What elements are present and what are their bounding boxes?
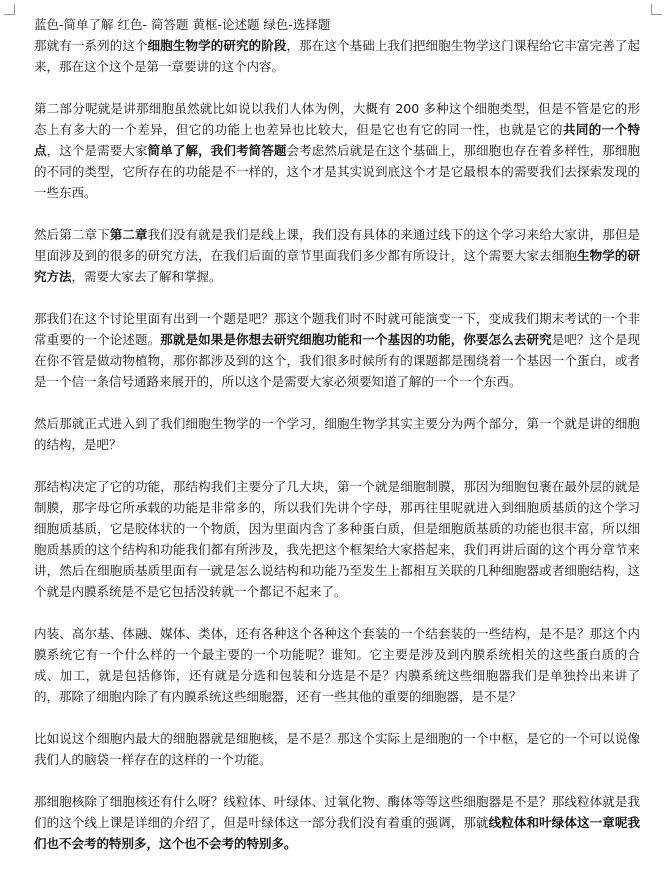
text-run: 是吧？这个是现在你不管是做动物植物，那你都涉及到的这个，我们很多时候所有的课题都是围绕着一个基因一个蛋白，或者是一个信一条信号通路来展开的，所以这个是需要大家必须要知道了解的一个一个东西。	[34, 332, 640, 389]
text-run: 那我们在这个讨论里面有出到一个题是吧？那这个题我们时不时就可能演变一下，变成我们期末考试的一个非常重要的一个论述题。	[34, 311, 640, 347]
bold-text-run: 第二章	[109, 227, 148, 242]
text-run: 内装、高尔基、体融、媒体、类体，还有各种这个各种这个套装的一个结套装的一些结构，是不是？那这个内膜系统它有一个什么样的一个最主要的一个功能呢？谁知。它主要是涉及到内膜系统相关的这些蛋白质的合成、加工，就是包括修饰，还有就是分选和包装和分选是不是？内膜系统这些细胞器我们是单独拎出来讲了的，那除了细胞内除了有内膜系统这些细胞器，还有一些其他的重要的细胞器，是不是？	[34, 626, 640, 704]
text-run: 比如说这个细胞内最大的细胞器就是细胞核，是不是？那这个实际上是细胞的一个中枢，是它的一个可以说像我们人的脑袋一样存在的这样的一个功能。	[34, 731, 640, 767]
text-run: 那细胞核除了细胞核还有什么呀？线粒体、叶绿体、过氧化物、酶体等等这些细胞器是不是？那线粒体就是我们的这个线上课是详细的介绍了，但是叶绿体这一部分我们没有着重的强调，那就	[34, 794, 640, 830]
page-content	[34, 14, 640, 875]
text-run: 会考虑然后就是在这个基础上，那细胞也存在着多样性，那细胞的不同的类型，它所存在的功能是不一样的，这个才是其实说到底这个才是它最根本的需要我们去探索发现的一些东西。	[34, 143, 640, 200]
text-run: 然后那就正式进入到了我们细胞生物学的一个学习，细胞生物学其实主要分为两个部分，第一个就是讲的细胞的结构，是吧？	[34, 416, 640, 452]
page-corner-mark-top-left	[4, 4, 15, 15]
text-run: 然后第二章下	[34, 227, 110, 242]
paragraph	[34, 98, 640, 203]
page-corner-mark-top-right	[651, 4, 662, 15]
paragraph	[34, 623, 640, 707]
bold-text-run: 线粒体和叶绿体这一章呢我们也不会考的特别多，这个也不会考的特别多。	[34, 815, 640, 851]
paragraph	[34, 413, 640, 455]
paragraph	[34, 728, 640, 770]
paragraph	[34, 476, 640, 602]
text-run: ，这个是需要大家	[46, 143, 148, 158]
text-run: 那就有一系列的这个	[34, 38, 148, 53]
paragraph	[34, 35, 640, 77]
bold-text-run: 共同的一个特点	[34, 122, 640, 158]
text-run: 第二部分呢就是讲那细胞虽然就比如说以我们人体为例，大概有 200 多种这个细胞类型，但是不管是它的形态上有多大的一个差异，但它的功能上也差异也比较大，但是它也有它的同一性，也就是它的	[34, 101, 640, 137]
paragraph	[34, 791, 640, 854]
bold-text-run: 简单了解，我们考简答题	[147, 143, 287, 158]
text-run: ，需要大家去了解和掌握。	[71, 269, 222, 284]
bold-text-run: 那就是如果是你想去研究细胞功能和一个基因的功能，你要怎么去研究	[160, 332, 552, 347]
bold-text-run: 生物学的研究方法	[34, 248, 640, 284]
paragraph	[34, 224, 640, 287]
document-body	[34, 35, 640, 854]
text-run: 那结构决定了它的功能，那结构我们主要分了几大块，第一个就是细胞制膜，那因为细胞包裹在最外层的就是制膜，那字母它所承载的功能是非常多的，所以我们先讲个字母，那再往里呢就进入到细胞质基质的这个学习细胞质基质，它是胶体状的一个物质，因为里面内含了多种蛋白质，但是细胞质基质的功能也很丰富，所以细胞质基质的这个结构和功能我们都有所涉及，我先把这个框架给大家搭起来，我们再讲后面的这个再分章节来讲，然后在细胞质基质里面有一就是怎么说结构和功能乃至发生上都相互关联的几种细胞器或者细胞结构，这个就是内膜系统是不是它包括没转就一个都记不起来了。	[34, 479, 640, 599]
text-run: 我们没有就是我们是线上课，我们没有具体的来通过线下的这个学习来给大家讲，那但是里面涉及到的很多的研究方法，在我们后面的章节里面我们多少都有所设计，这个需要大家去细胞	[34, 227, 640, 263]
bold-text-run: 细胞生物学的研究的阶段	[147, 38, 287, 53]
text-run: ，那在这个基础上我们把细胞生物学这门课程给它丰富完善了起来，那在这个这个是第一章要讲的这个内容。	[34, 38, 640, 74]
paragraph	[34, 308, 640, 392]
color-legend: 蓝色-简单了解 红色- 简答题 黄框-论述题 绿色-选择题	[34, 17, 331, 32]
